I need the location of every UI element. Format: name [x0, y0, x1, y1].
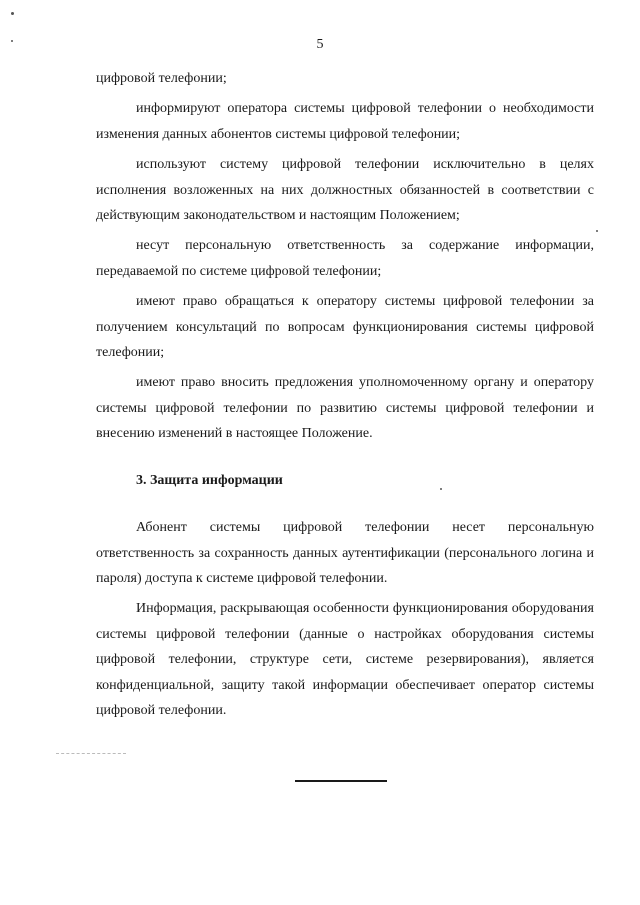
paragraph-responsibility: несут персональную ответственность за содержание информации, передаваемой по системе цифровой телефонии; — [96, 238, 594, 279]
paragraph-continuation: цифровой телефонии; — [96, 71, 227, 86]
paragraph-consultations: имеют право обращаться к оператору системы цифровой телефонии за получением консультаций по вопросам функционирования системы цифровой телефонии; — [96, 294, 594, 361]
section-heading: 3. Защита информации — [136, 472, 283, 488]
paragraph-use-system: используют систему цифровой телефонии исключительно в целях исполнения возложенных на них должностных обязанностей в соответствии с действующим законодательством и настоящим Положением; — [96, 157, 594, 224]
paragraph-inform-operator: информируют оператора системы цифровой телефонии о необходимости изменения данных абонентов системы цифровой телефонии; — [96, 101, 594, 142]
scan-speck — [11, 12, 14, 15]
scan-speck — [596, 230, 598, 232]
document-body — [96, 66, 594, 723]
end-rule — [295, 780, 387, 782]
paragraph-subscriber-responsibility: Абонент системы цифровой телефонии несет персональную ответственность за сохранность данных аутентификации (персонального логина и пароля) доступа к системе цифровой телефонии. — [96, 520, 594, 586]
scan-artifact-line — [56, 753, 126, 754]
paragraph-confidential-information: Информация, раскрывающая особенности функционирования оборудования системы цифровой телефонии (данные о настройках оборудования системы цифровой телефонии, структуре сети, системе резервирования), является конфиденциальной, защиту такой информации обеспечивает оператор системы цифровой телефонии. — [96, 601, 594, 718]
paragraph-proposals: имеют право вносить предложения уполномоченному органу и оператору системы цифровой телефонии по развитию системы цифровой телефонии и внесению изменений в настоящее Положение. — [96, 375, 594, 442]
page-number: 5 — [316, 37, 324, 52]
